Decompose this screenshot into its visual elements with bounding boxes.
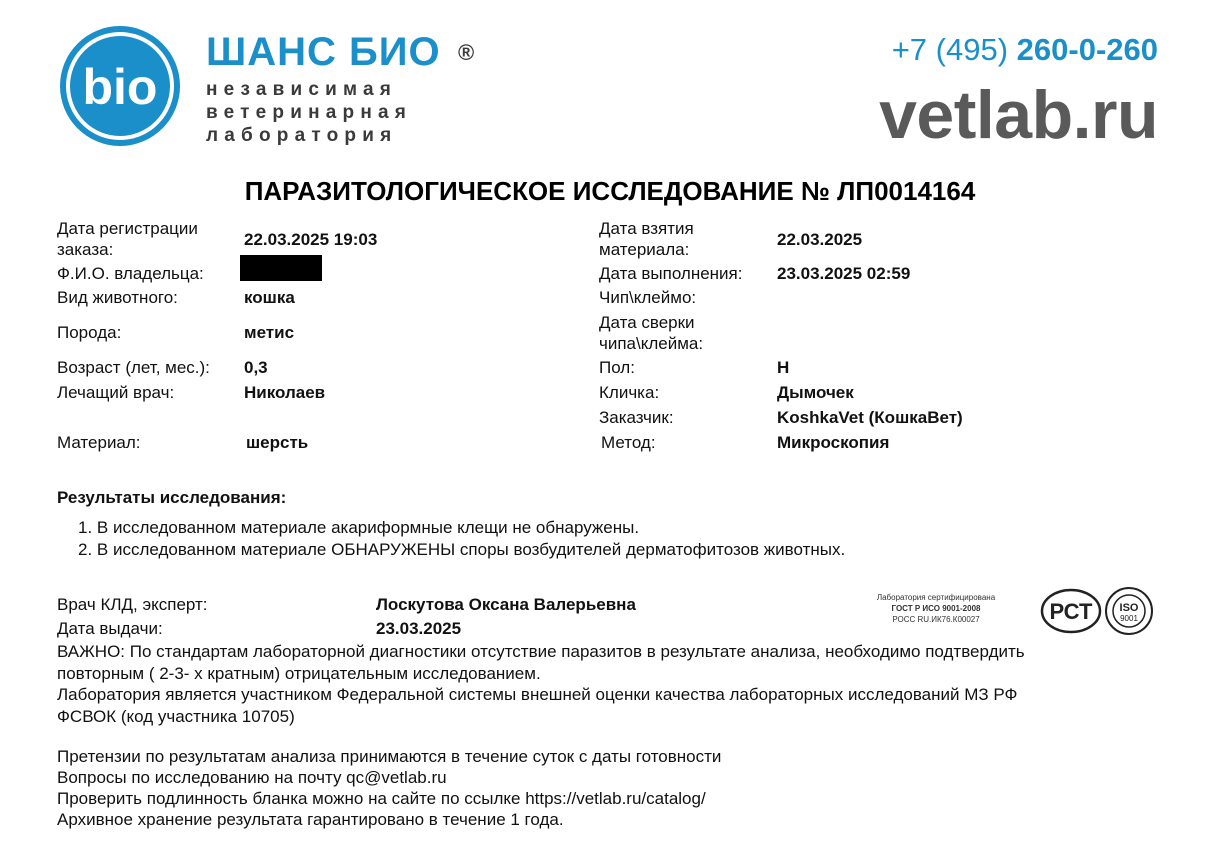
footer-line: Претензии по результатам анализа принимаются в течение суток с даты готовности (57, 747, 722, 766)
age-label: Возраст (лет, мес.): (57, 358, 210, 377)
phone-number (892, 32, 1158, 68)
owner-label: Ф.И.О. владельца: (57, 264, 204, 283)
svg-text:9001: 9001 (1120, 614, 1138, 623)
done-date-value: 23.03.2025 02:59 (777, 264, 911, 283)
done-date-label: Дата выполнения: (599, 264, 743, 283)
doctor-value: Николаев (244, 383, 326, 402)
material-label: Материал: (57, 433, 141, 452)
cert-line-2: ГОСТ Р ИСО 9001-2008 (891, 604, 981, 613)
brand-line-3: лаборатория (206, 125, 398, 146)
result-item: 2. В исследованном материале ОБНАРУЖЕНЫ споры возбудителей дерматофитозов животных. (78, 540, 846, 559)
sex-label: Пол: (599, 358, 635, 377)
chip-check-label-line2: чипа\клейма: (599, 334, 704, 353)
note-line: Лаборатория является участником Федеральной системы внешней оценки качества лабораторных исследований МЗ РФ (57, 685, 1018, 704)
animal-value: кошка (244, 288, 295, 307)
footer-line: Вопросы по исследованию на почту qc@vetlab.ru (57, 768, 447, 787)
chip-label: Чип\клеймо: (599, 288, 697, 307)
owner-redaction (240, 255, 322, 281)
svg-text:РСТ: РСТ (1049, 599, 1093, 624)
animal-label: Вид животного: (57, 288, 178, 307)
brand-line-1: независимая (206, 79, 398, 100)
issue-date-label: Дата выдачи: (57, 619, 163, 638)
logo-text: bio (82, 59, 158, 115)
reg-date-label-line1: Дата регистрации (57, 219, 198, 238)
sample-date-label-line1: Дата взятия (599, 219, 694, 238)
method-label: Метод: (601, 433, 656, 452)
document-title: ПАРАЗИТОЛОГИЧЕСКОЕ ИССЛЕДОВАНИЕ № ЛП0014164 (244, 176, 976, 206)
footer-line: Проверить подлинность бланка можно на сайте по ссылке https://vetlab.ru/catalog/ (57, 789, 706, 808)
phone-main: 260-0-260 (1016, 32, 1158, 67)
certification-text (856, 592, 1016, 625)
brand-registered-mark: ® (458, 40, 475, 65)
brand-line-2: ветеринарная (206, 102, 413, 123)
result-item: 1. В исследованном материале акариформные клещи не обнаружены. (78, 518, 640, 537)
customer-value: KoshkaVet (КошкаВет) (777, 408, 963, 427)
chip-check-label (599, 312, 703, 354)
sex-value: Н (777, 358, 790, 377)
reg-date-label-line2: заказа: (57, 240, 114, 259)
sample-date-value: 22.03.2025 (777, 230, 863, 249)
results-heading: Результаты исследования: (57, 488, 287, 507)
website-logo: vetlab.ru (879, 77, 1158, 153)
method-value: Микроскопия (777, 433, 890, 452)
age-value: 0,3 (244, 358, 268, 377)
svg-text:ISO: ISO (1119, 602, 1139, 614)
breed-value: метис (244, 323, 295, 342)
breed-label: Порода: (57, 323, 122, 342)
cert-line-1: Лаборатория сертифицирована (876, 593, 996, 602)
doctor-label: Лечащий врач: (57, 383, 175, 402)
iso-9001-icon (1104, 586, 1154, 636)
customer-label: Заказчик: (599, 408, 674, 427)
rst-certification-icon (1040, 588, 1102, 634)
brand-name: ШАНС БИО (206, 30, 441, 74)
note-line: ВАЖНО: По стандартам лабораторной диагностики отсутствие паразитов в результате анализа, необходимо подтвердить (57, 642, 1025, 661)
cert-line-3: РОСС RU.ИК76.К00027 (892, 615, 980, 624)
note-line: ФСВОК (код участника 10705) (57, 707, 295, 726)
footer-line: Архивное хранение результата гарантировано в течение 1 года. (57, 810, 564, 829)
expert-label: Врач КЛД, эксперт: (57, 595, 208, 614)
issue-date-value: 23.03.2025 (376, 619, 462, 638)
sample-date-label (599, 218, 694, 260)
reg-date-value: 22.03.2025 19:03 (244, 230, 378, 249)
material-value: шерсть (246, 433, 309, 452)
reg-date-label (57, 218, 198, 260)
pet-name-label: Кличка: (599, 383, 660, 402)
pet-name-value: Дымочек (777, 383, 854, 402)
chip-check-label-line1: Дата сверки (599, 313, 695, 332)
phone-code: +7 (495) (891, 32, 1009, 67)
note-line: повторным ( 2-3- х кратным) отрицательным исследованием. (57, 664, 541, 683)
expert-value: Лоскутова Оксана Валерьевна (376, 595, 636, 614)
sample-date-label-line2: материала: (599, 240, 690, 259)
bio-logo-icon (58, 24, 182, 148)
